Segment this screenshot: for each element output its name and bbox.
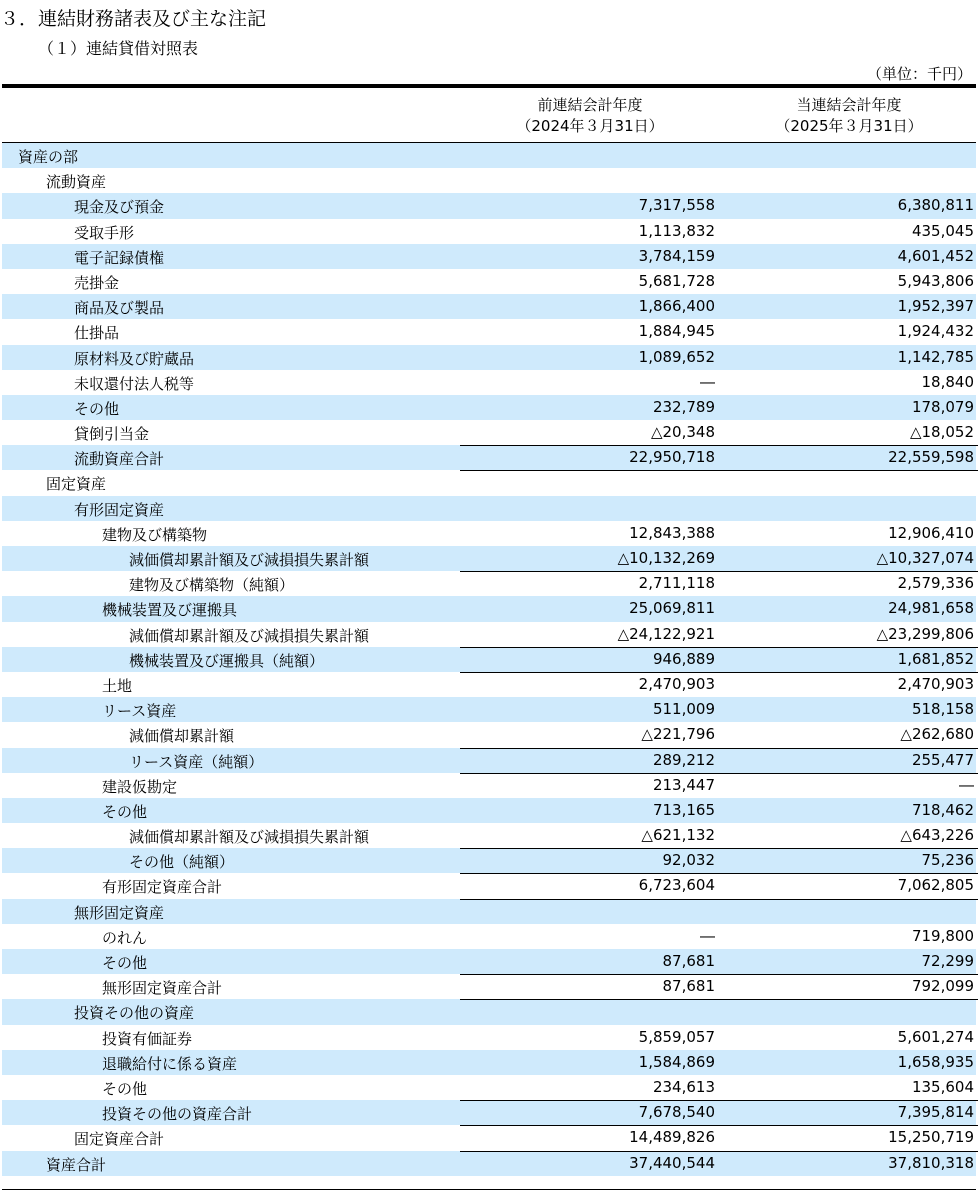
table-row — [2, 999, 976, 1024]
row-label: 投資その他の資産合計 — [102, 1105, 253, 1124]
value-prev-year: 7,678,540 — [638, 1103, 715, 1122]
row-label: 有形固定資産合計 — [102, 878, 223, 897]
value-curr-year: 24,981,658 — [888, 599, 974, 618]
subtotal-rule — [460, 470, 720, 471]
value-prev-year: 3,784,159 — [638, 246, 715, 265]
row-label: リース資産（純額） — [129, 752, 264, 771]
row-label: 投資その他の資産 — [74, 1004, 195, 1023]
table-row — [2, 596, 976, 621]
row-label: 無形固定資産合計 — [102, 979, 223, 998]
table-row — [2, 722, 976, 747]
value-curr-year: 255,477 — [911, 750, 974, 769]
table-row — [2, 1050, 976, 1075]
row-label: その他（純額） — [129, 853, 235, 872]
table-row — [2, 571, 976, 596]
subtotal-rule — [460, 672, 720, 673]
subtotal-rule — [720, 571, 978, 572]
value-curr-year: 1,924,432 — [897, 322, 974, 341]
value-prev-year: 946,889 — [652, 649, 715, 668]
value-prev-year: 2,470,903 — [638, 674, 715, 693]
subtotal-rule — [460, 974, 720, 975]
table-row — [2, 672, 976, 697]
value-curr-year: 135,604 — [911, 1077, 974, 1096]
row-label: 資産の部 — [18, 148, 79, 166]
row-label: その他 — [102, 802, 148, 821]
value-curr-year: 719,800 — [911, 926, 974, 945]
subtotal-rule — [460, 1100, 720, 1101]
table-row — [2, 1075, 976, 1100]
value-curr-year: △18,052 — [909, 423, 974, 442]
table-bottom-rule — [2, 1189, 976, 1190]
table-title: （１）連結貸借対照表 — [38, 39, 199, 58]
value-prev-year: 232,789 — [652, 397, 715, 416]
subtotal-rule — [460, 445, 720, 446]
table-row — [2, 193, 976, 218]
column-header-prev — [460, 95, 720, 137]
value-curr-year: 5,601,274 — [897, 1027, 974, 1046]
table-row — [2, 319, 976, 344]
row-label: 電子記録債権 — [74, 248, 165, 267]
value-prev-year: 87,681 — [662, 952, 715, 970]
table-row — [2, 974, 976, 999]
value-curr-year: 2,470,903 — [897, 674, 974, 693]
column-header — [2, 88, 976, 143]
row-label: 機械装置及び運搬具（純額） — [129, 651, 325, 670]
table-row — [2, 697, 976, 722]
row-label: のれん — [102, 928, 148, 947]
value-prev-year: 289,212 — [652, 750, 715, 769]
subtotal-rule — [460, 1125, 720, 1126]
row-label: 流動資産合計 — [74, 450, 165, 469]
value-curr-year: 75,236 — [921, 851, 974, 870]
value-curr-year: 22,559,598 — [888, 448, 974, 467]
column-header-curr-period: 当連結会計年度 — [796, 96, 902, 114]
value-curr-year: △10,327,074 — [876, 549, 974, 567]
table-row — [2, 143, 976, 168]
table-row — [2, 269, 976, 294]
value-prev-year: △10,132,269 — [617, 549, 715, 567]
subtotal-rule — [720, 672, 978, 673]
value-prev-year: 22,950,718 — [629, 448, 715, 467]
subtotal-rule — [720, 647, 978, 648]
row-label: 有形固定資産 — [74, 500, 165, 519]
table-row — [2, 748, 976, 773]
value-prev-year: 213,447 — [652, 775, 715, 794]
value-prev-year: 234,613 — [652, 1077, 715, 1096]
value-curr-year: 1,658,935 — [897, 1052, 974, 1071]
row-label: 建設仮勘定 — [102, 777, 178, 796]
value-prev-year: 5,859,057 — [638, 1027, 715, 1046]
row-label: 原材料及び貯蔵品 — [74, 349, 195, 368]
table-row — [2, 622, 976, 647]
value-prev-year: 1,584,869 — [638, 1052, 715, 1071]
table-row — [2, 773, 976, 798]
table-row — [2, 496, 976, 521]
table-row — [2, 1125, 976, 1150]
row-label: 仕掛品 — [74, 324, 120, 343]
row-label: その他 — [102, 954, 148, 972]
row-label: 固定資産 — [46, 475, 107, 494]
table-row — [2, 899, 976, 924]
subtotal-rule — [460, 571, 720, 572]
table-row — [2, 823, 976, 848]
subtotal-rule — [460, 873, 720, 874]
row-label: 建物及び構築物（純額） — [129, 576, 295, 595]
value-prev-year: 25,069,811 — [629, 599, 715, 618]
unit-note: （単位：千円） — [866, 65, 972, 83]
row-label: 流動資産 — [46, 173, 107, 192]
value-prev-year: △24,122,921 — [617, 624, 715, 643]
value-curr-year: △23,299,806 — [876, 624, 974, 643]
row-label: その他 — [74, 399, 120, 418]
value-curr-year: 6,380,811 — [897, 196, 974, 215]
value-prev-year: △221,796 — [641, 725, 715, 744]
value-prev-year: △621,132 — [641, 826, 715, 845]
subtotal-rule — [720, 999, 978, 1000]
table-row — [2, 445, 976, 470]
subtotal-rule — [720, 899, 978, 900]
table-row — [2, 546, 976, 571]
row-label: リース資産 — [102, 702, 177, 721]
value-curr-year: 518,158 — [911, 700, 974, 719]
value-prev-year: 14,489,826 — [629, 1128, 715, 1147]
value-curr-year: 2,579,336 — [897, 574, 974, 593]
value-curr-year: 1,681,852 — [897, 649, 974, 668]
row-label: 建物及び構築物 — [102, 525, 208, 544]
value-curr-year: 1,952,397 — [897, 297, 974, 316]
column-header-curr-date: （2025年３月31日） — [775, 117, 923, 135]
table-row — [2, 521, 976, 546]
table-row — [2, 219, 976, 244]
row-label: 投資有価証券 — [102, 1029, 193, 1048]
table-row — [2, 168, 976, 193]
row-label: 未収還付法人税等 — [74, 374, 195, 393]
row-label: 減価償却累計額及び減損損失累計額 — [129, 828, 370, 847]
subtotal-rule — [720, 773, 978, 774]
subtotal-rule — [720, 470, 978, 471]
column-header-prev-date: （2024年３月31日） — [516, 117, 664, 135]
table-row — [2, 873, 976, 898]
row-label: 貸倒引当金 — [74, 425, 150, 444]
value-prev-year: 511,009 — [652, 700, 715, 719]
value-prev-year: 6,723,604 — [638, 876, 715, 895]
balance-sheet-table — [2, 143, 976, 1176]
table-row — [2, 1151, 976, 1176]
subtotal-rule — [460, 647, 720, 648]
row-label: 機械装置及び運搬具 — [102, 601, 238, 620]
value-curr-year: 15,250,719 — [888, 1128, 974, 1147]
row-label: 減価償却累計額及び減損損失累計額 — [129, 626, 370, 645]
value-prev-year: 12,843,388 — [629, 523, 715, 542]
table-row — [2, 1100, 976, 1125]
table-row — [2, 647, 976, 672]
value-prev-year: △20,348 — [650, 423, 715, 442]
value-curr-year: 7,395,814 — [897, 1103, 974, 1122]
subtotal-rule — [720, 748, 978, 749]
table-row — [2, 370, 976, 395]
row-label: その他 — [102, 1079, 148, 1098]
row-label: 退職給付に係る資産 — [102, 1054, 238, 1073]
subtotal-rule — [720, 974, 978, 975]
row-label: 減価償却累計額及び減損損失累計額 — [129, 551, 370, 569]
row-label: 資産合計 — [46, 1155, 107, 1174]
subtotal-rule — [460, 748, 720, 749]
subtotal-rule — [460, 848, 720, 849]
value-curr-year: 18,840 — [921, 372, 974, 391]
value-curr-year: 7,062,805 — [897, 876, 974, 895]
table-row — [2, 345, 976, 370]
value-prev-year: 1,113,832 — [638, 221, 715, 240]
value-curr-year: 12,906,410 — [888, 523, 974, 542]
subtotal-rule — [460, 773, 720, 774]
subtotal-rule — [460, 1151, 720, 1152]
section-heading: ３．連結財務諸表及び主な注記 — [0, 8, 267, 30]
table-row — [2, 1025, 976, 1050]
value-prev-year: 37,440,544 — [629, 1153, 715, 1172]
value-prev-year: 1,884,945 — [638, 322, 715, 341]
subtotal-rule — [720, 848, 978, 849]
table-row — [2, 470, 976, 495]
value-curr-year: 1,142,785 — [897, 347, 974, 366]
row-label: 売掛金 — [74, 273, 120, 292]
value-curr-year: ― — [959, 775, 974, 794]
row-label: 無形固定資産 — [74, 903, 165, 922]
value-prev-year: 7,317,558 — [638, 196, 715, 215]
subtotal-rule — [720, 873, 978, 874]
value-curr-year: △262,680 — [900, 725, 974, 744]
value-curr-year: 178,079 — [911, 397, 974, 416]
table-row — [2, 798, 976, 823]
subtotal-rule — [460, 899, 720, 900]
value-curr-year: 5,943,806 — [897, 271, 974, 290]
table-row — [2, 848, 976, 873]
column-header-prev-period: 前連結会計年度 — [537, 96, 643, 114]
value-prev-year: 1,089,652 — [638, 347, 715, 366]
value-curr-year: 435,045 — [911, 221, 974, 240]
value-prev-year: ― — [700, 372, 715, 391]
table-row — [2, 924, 976, 949]
value-curr-year: △643,226 — [900, 826, 974, 845]
value-curr-year: 718,462 — [911, 800, 974, 819]
column-header-curr — [720, 95, 978, 137]
table-row — [2, 294, 976, 319]
value-prev-year: 87,681 — [662, 977, 715, 996]
row-label: 受取手形 — [74, 223, 135, 242]
table-row — [2, 244, 976, 269]
value-prev-year: 1,866,400 — [638, 297, 715, 316]
table-row — [2, 420, 976, 445]
value-prev-year: ― — [700, 926, 715, 945]
value-prev-year: 92,032 — [662, 851, 715, 870]
value-prev-year: 5,681,728 — [638, 271, 715, 290]
row-label: 商品及び製品 — [74, 299, 165, 318]
subtotal-rule — [720, 1125, 978, 1126]
value-curr-year: 792,099 — [911, 977, 974, 996]
row-label: 土地 — [102, 676, 133, 695]
value-curr-year: 37,810,318 — [888, 1153, 974, 1172]
row-label: 減価償却累計額 — [129, 727, 235, 746]
value-curr-year: 4,601,452 — [897, 246, 974, 265]
subtotal-rule — [720, 1151, 978, 1152]
subtotal-rule — [460, 999, 720, 1000]
row-label: 固定資産合計 — [74, 1130, 165, 1149]
subtotal-rule — [720, 445, 978, 446]
value-prev-year: 2,711,118 — [638, 574, 715, 593]
table-row — [2, 949, 976, 974]
value-prev-year: 713,165 — [652, 800, 715, 819]
value-curr-year: 72,299 — [921, 952, 974, 970]
row-label: 現金及び預金 — [74, 198, 165, 217]
subtotal-rule — [720, 1100, 978, 1101]
table-row — [2, 395, 976, 420]
